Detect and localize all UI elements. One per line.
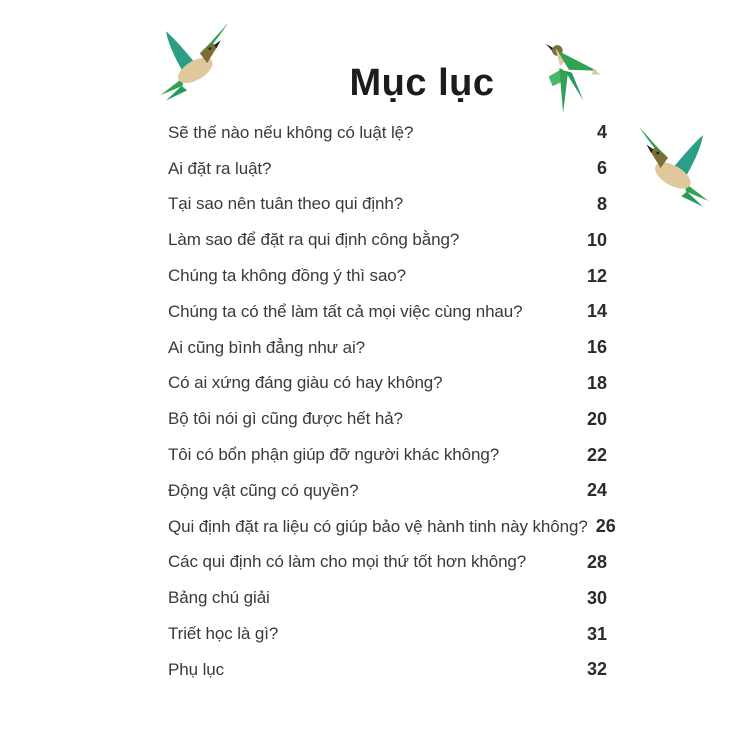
toc-row	[168, 258, 607, 294]
toc-entry-page-number: 18	[586, 372, 607, 393]
swallow-bird-icon	[533, 36, 601, 118]
toc-row	[168, 115, 607, 151]
toc-row	[168, 294, 607, 330]
toc-entry-page-number: 14	[586, 301, 607, 322]
toc-entry-page-number: 20	[586, 408, 607, 429]
toc-entry-page-number: 28	[586, 551, 607, 572]
toc-entry-label: Triết học là gì?	[168, 624, 279, 644]
toc-entry-page-number: 10	[586, 229, 607, 250]
toc-entry-page-number: 12	[586, 265, 607, 286]
toc-entry-label: Tôi có bổn phận giúp đỡ người khác không?	[168, 445, 500, 465]
toc-entry-label: Sẽ thế nào nếu không có luật lệ?	[168, 122, 414, 142]
toc-entry-page-number: 32	[586, 659, 607, 680]
toc-entry-label: Phụ lục	[168, 659, 225, 679]
toc-entry-page-number: 6	[596, 158, 607, 179]
swallow-bird-icon	[627, 122, 713, 216]
toc-row	[168, 222, 607, 258]
toc-row	[168, 330, 607, 366]
toc-row	[168, 580, 607, 616]
toc-entry-label: Làm sao để đặt ra qui định công bằng?	[168, 230, 460, 250]
toc-row	[168, 652, 607, 688]
toc-row	[168, 473, 607, 509]
toc-row	[168, 401, 607, 437]
toc-row	[168, 366, 607, 402]
toc-entry-label: Động vật cũng có quyền?	[168, 480, 359, 500]
toc-entry-page-number: 26	[595, 516, 616, 537]
toc-row	[168, 151, 607, 187]
toc-entry-page-number: 4	[596, 122, 607, 143]
toc-entry-page-number: 8	[596, 193, 607, 214]
toc-row	[168, 545, 607, 581]
swallow-bird-icon	[157, 16, 239, 112]
toc-row	[168, 437, 607, 473]
toc-entry-page-number: 30	[586, 587, 607, 608]
toc-entry-label: Tại sao nên tuân theo qui định?	[168, 194, 404, 214]
toc-entry-label: Các qui định có làm cho mọi thứ tốt hơn không?	[168, 552, 527, 572]
toc-entry-label: Chúng ta không đồng ý thì sao?	[168, 266, 407, 286]
toc-list	[168, 115, 616, 688]
toc-entry-label: Ai cũng bình đẳng như ai?	[168, 337, 365, 357]
toc-entry-label: Ai đặt ra luật?	[168, 158, 272, 178]
toc-row	[168, 616, 607, 652]
toc-entry-page-number: 31	[586, 623, 607, 644]
toc-row	[168, 509, 616, 545]
toc-row	[168, 187, 607, 223]
page-title: Mục lục	[349, 62, 495, 104]
toc-entry-page-number: 24	[586, 480, 607, 501]
toc-entry-label: Bảng chú giải	[168, 588, 270, 608]
toc-entry-label: Có ai xứng đáng giàu có hay không?	[168, 373, 443, 393]
toc-entry-label: Chúng ta có thể làm tất cả mọi việc cùng nhau?	[168, 301, 523, 321]
toc-entry-page-number: 16	[586, 337, 607, 358]
toc-entry-label: Qui định đặt ra liệu có giúp bảo vệ hành tinh này không?	[168, 516, 588, 536]
toc-entry-label: Bộ tôi nói gì cũng được hết hả?	[168, 409, 403, 429]
toc-entry-page-number: 22	[586, 444, 607, 465]
